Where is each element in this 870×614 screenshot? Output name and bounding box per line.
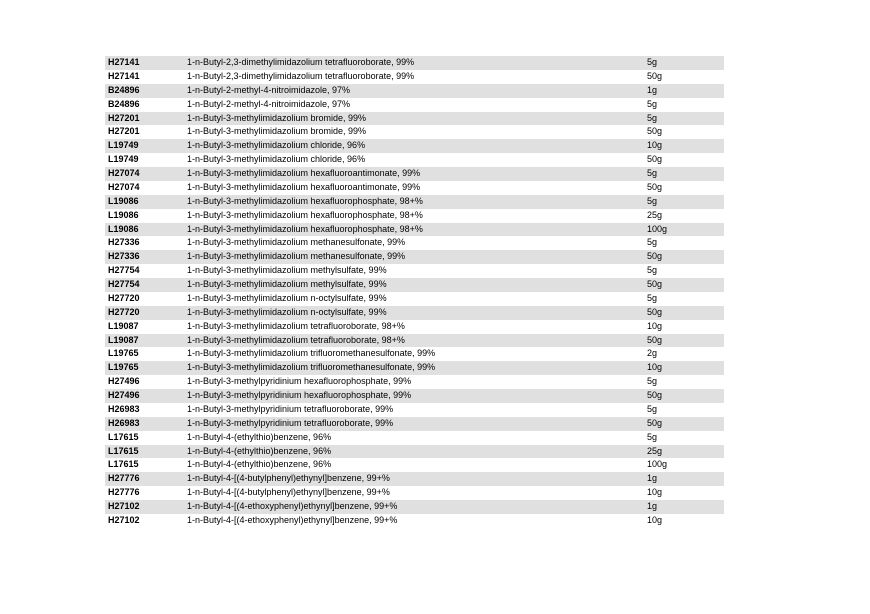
- product-code: H27102: [108, 501, 140, 511]
- product-code: L19765: [108, 362, 139, 373]
- product-code: H27496: [108, 390, 140, 400]
- package-size: 25g: [647, 209, 663, 220]
- product-code: H27074: [108, 168, 140, 178]
- table-row: [105, 334, 724, 348]
- product-code: L19087: [108, 334, 139, 345]
- table-row: [105, 403, 724, 417]
- table-row: [105, 139, 724, 153]
- table-row: [105, 195, 724, 209]
- product-code: H27754: [108, 279, 140, 289]
- package-size: 5g: [647, 195, 658, 206]
- package-size: 50g: [647, 306, 663, 317]
- product-description: 1-n-Butyl-3-methylimidazolium tetrafluoroborate, 98+%: [187, 334, 405, 345]
- package-size: 1g: [647, 501, 658, 511]
- product-description: 1-n-Butyl-4-(ethylthio)benzene, 96%: [187, 459, 332, 470]
- product-code: L19749: [108, 140, 139, 151]
- product-code: L17615: [108, 445, 139, 456]
- table-row: [105, 223, 724, 237]
- product-description: 1-n-Butyl-3-methylimidazolium methylsulfate, 99%: [187, 279, 387, 289]
- product-description: 1-n-Butyl-2,3-dimethylimidazolium tetrafluoroborate, 99%: [187, 57, 415, 67]
- product-description: 1-n-Butyl-3-methylimidazolium methanesulfonate, 99%: [187, 237, 406, 248]
- product-code: L17615: [108, 431, 139, 442]
- product-description: 1-n-Butyl-4-(ethylthio)benzene, 96%: [187, 431, 332, 442]
- package-size: 100g: [647, 459, 668, 470]
- package-size: 5g: [647, 376, 658, 387]
- product-description: 1-n-Butyl-3-methylpyridinium hexafluorophosphate, 99%: [187, 390, 412, 400]
- product-description: 1-n-Butyl-3-methylimidazolium chloride, 96%: [187, 140, 366, 151]
- table-row: [105, 417, 724, 431]
- package-size: 25g: [647, 445, 663, 456]
- product-code: H27141: [108, 57, 140, 67]
- product-description: 1-n-Butyl-3-methylpyridinium tetrafluoroborate, 99%: [187, 417, 394, 428]
- package-size: 10g: [647, 487, 663, 498]
- table-row: [105, 431, 724, 445]
- package-size: 50g: [647, 390, 663, 400]
- product-description: 1-n-Butyl-3-methylimidazolium trifluoromethanesulfonate, 99%: [187, 348, 436, 359]
- package-size: 1g: [647, 84, 658, 95]
- table-row: [105, 306, 724, 320]
- package-size: 50g: [647, 181, 663, 192]
- product-code: H27776: [108, 487, 140, 498]
- product-table: [105, 56, 724, 528]
- product-description: 1-n-Butyl-3-methylimidazolium hexafluorophosphate, 98+%: [187, 195, 423, 206]
- package-size: 10g: [647, 140, 663, 151]
- table-row: [105, 347, 724, 361]
- product-code: H26983: [108, 417, 140, 428]
- table-row: [105, 167, 724, 181]
- product-code: H27141: [108, 70, 140, 81]
- package-size: 10g: [647, 320, 663, 331]
- product-code: L19086: [108, 209, 139, 220]
- table-row: [105, 236, 724, 250]
- product-description: 1-n-Butyl-3-methylimidazolium bromide, 99%: [187, 126, 367, 137]
- product-code: H27201: [108, 126, 140, 137]
- product-code: L19086: [108, 223, 139, 234]
- product-description: 1-n-Butyl-3-methylpyridinium tetrafluoroborate, 99%: [187, 403, 394, 414]
- package-size: 50g: [647, 154, 663, 165]
- product-code: L17615: [108, 459, 139, 470]
- product-code: H27754: [108, 265, 140, 276]
- table-row: [105, 486, 724, 500]
- table-row: [105, 84, 724, 98]
- product-code: H27720: [108, 292, 140, 303]
- table-row: [105, 264, 724, 278]
- product-description: 1-n-Butyl-3-methylimidazolium hexafluoroantimonate, 99%: [187, 168, 421, 178]
- package-size: 50g: [647, 70, 663, 81]
- product-code: H27102: [108, 514, 140, 525]
- product-description: 1-n-Butyl-2-methyl-4-nitroimidazole, 97%: [187, 98, 351, 109]
- table-row: [105, 389, 724, 403]
- product-description: 1-n-Butyl-4-[(4-ethoxyphenyl)ethynyl]benzene, 99+%: [187, 514, 398, 525]
- package-size: 10g: [647, 514, 663, 525]
- product-description: 1-n-Butyl-3-methylimidazolium hexafluorophosphate, 98+%: [187, 209, 423, 220]
- table-row: [105, 209, 724, 223]
- product-description: 1-n-Butyl-4-[(4-butylphenyl)ethynyl]benzene, 99+%: [187, 487, 390, 498]
- product-description: 1-n-Butyl-2-methyl-4-nitroimidazole, 97%: [187, 84, 351, 95]
- product-description: 1-n-Butyl-3-methylimidazolium n-octylsulfate, 99%: [187, 306, 387, 317]
- table-row: [105, 292, 724, 306]
- product-code: L19749: [108, 154, 139, 165]
- package-size: 50g: [647, 126, 663, 137]
- product-description: 1-n-Butyl-3-methylimidazolium methylsulfate, 99%: [187, 265, 387, 276]
- table-row: [105, 125, 724, 139]
- table-row: [105, 98, 724, 112]
- package-size: 2g: [647, 348, 658, 359]
- product-code: H27201: [108, 112, 140, 123]
- product-description: 1-n-Butyl-4-[(4-butylphenyl)ethynyl]benzene, 99+%: [187, 473, 390, 484]
- package-size: 50g: [647, 417, 663, 428]
- product-description: 1-n-Butyl-4-[(4-ethoxyphenyl)ethynyl]benzene, 99+%: [187, 501, 398, 511]
- product-description: 1-n-Butyl-3-methylimidazolium chloride, 96%: [187, 154, 366, 165]
- product-description: 1-n-Butyl-3-methylimidazolium hexafluorophosphate, 98+%: [187, 223, 423, 234]
- package-size: 10g: [647, 362, 663, 373]
- product-code: H27336: [108, 237, 140, 248]
- package-size: 5g: [647, 57, 658, 67]
- table-row: [105, 445, 724, 459]
- table-row: [105, 514, 724, 528]
- table-row: [105, 278, 724, 292]
- product-code: L19086: [108, 195, 139, 206]
- package-size: 5g: [647, 98, 658, 109]
- product-description: 1-n-Butyl-3-methylimidazolium hexafluoroantimonate, 99%: [187, 181, 421, 192]
- table-row: [105, 70, 724, 84]
- package-size: 5g: [647, 403, 658, 414]
- table-row: [105, 250, 724, 264]
- package-size: 50g: [647, 279, 663, 289]
- product-description: 1-n-Butyl-3-methylimidazolium tetrafluoroborate, 98+%: [187, 320, 405, 331]
- table-row: [105, 500, 724, 514]
- table-row: [105, 181, 724, 195]
- product-code: B24896: [108, 98, 140, 109]
- product-code: H27776: [108, 473, 140, 484]
- package-size: 5g: [647, 431, 658, 442]
- table-row: [105, 56, 724, 70]
- product-code: B24896: [108, 84, 140, 95]
- package-size: 5g: [647, 265, 658, 276]
- product-description: 1-n-Butyl-4-(ethylthio)benzene, 96%: [187, 445, 332, 456]
- package-size: 5g: [647, 112, 658, 123]
- package-size: 1g: [647, 473, 658, 484]
- product-code: L19765: [108, 348, 139, 359]
- package-size: 50g: [647, 251, 663, 262]
- table-row: [105, 472, 724, 486]
- product-description: 1-n-Butyl-3-methylimidazolium n-octylsulfate, 99%: [187, 292, 387, 303]
- table-row: [105, 112, 724, 126]
- package-size: 5g: [647, 237, 658, 248]
- product-code: H27496: [108, 376, 140, 387]
- product-code: H27074: [108, 181, 140, 192]
- package-size: 50g: [647, 334, 663, 345]
- product-description: 1-n-Butyl-3-methylimidazolium bromide, 99%: [187, 112, 367, 123]
- product-description: 1-n-Butyl-2,3-dimethylimidazolium tetrafluoroborate, 99%: [187, 70, 415, 81]
- product-description: 1-n-Butyl-3-methylpyridinium hexafluorophosphate, 99%: [187, 376, 412, 387]
- package-size: 100g: [647, 223, 668, 234]
- product-code: H27336: [108, 251, 140, 262]
- table-row: [105, 153, 724, 167]
- product-code: H26983: [108, 403, 140, 414]
- table-row: [105, 375, 724, 389]
- product-description: 1-n-Butyl-3-methylimidazolium methanesulfonate, 99%: [187, 251, 406, 262]
- table-row: [105, 361, 724, 375]
- product-code: H27720: [108, 306, 140, 317]
- package-size: 5g: [647, 292, 658, 303]
- table-row: [105, 320, 724, 334]
- table-row: [105, 458, 724, 472]
- package-size: 5g: [647, 168, 658, 178]
- product-code: L19087: [108, 320, 139, 331]
- product-description: 1-n-Butyl-3-methylimidazolium trifluoromethanesulfonate, 99%: [187, 362, 436, 373]
